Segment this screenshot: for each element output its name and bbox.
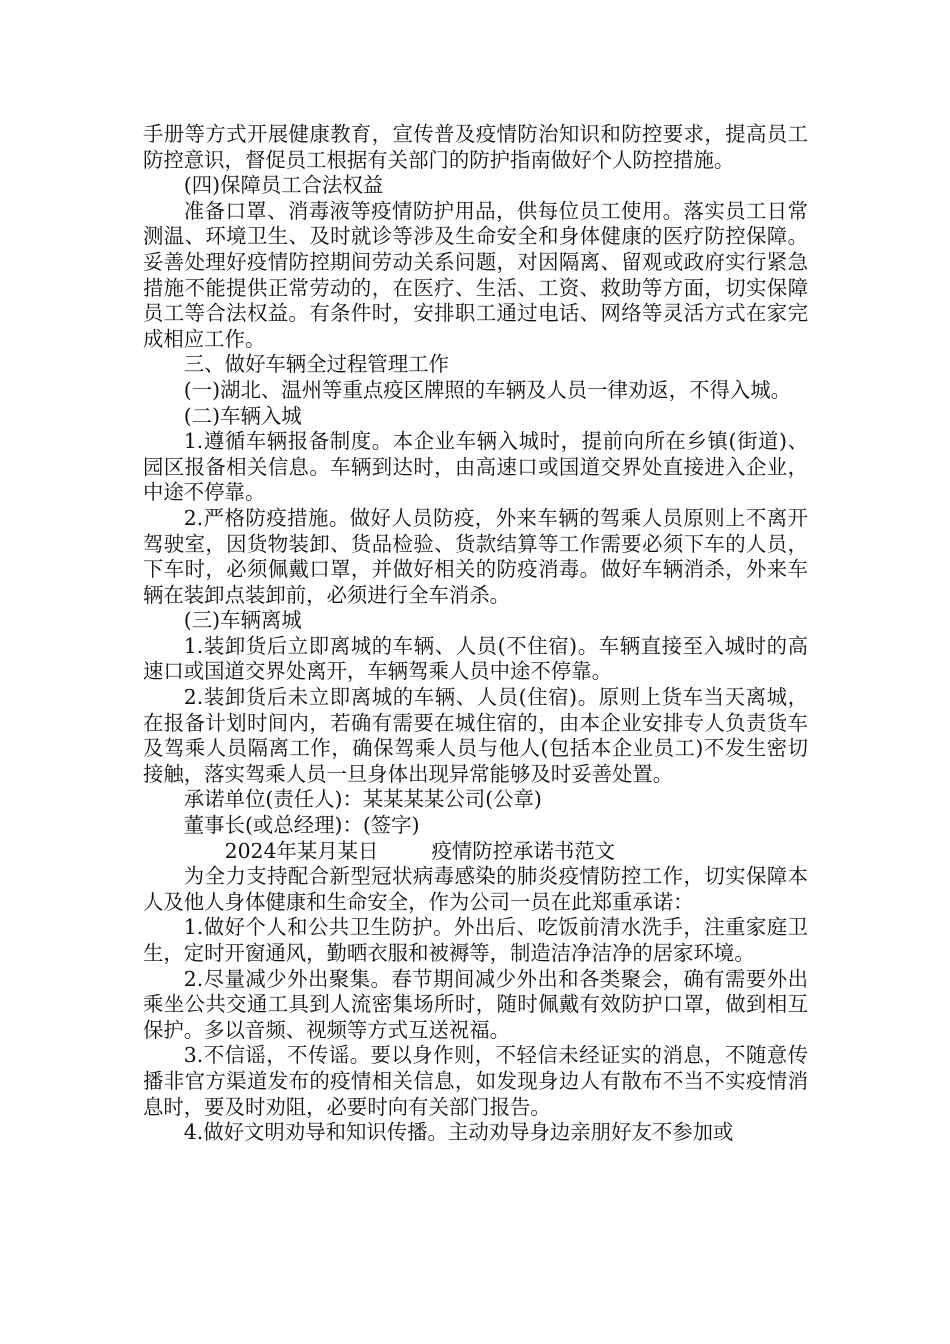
date-and-title-line: [143, 839, 808, 865]
paragraph: 为全力支持配合新型冠状病毒感染的肺炎疫情防控工作，切实保障本人及他人身体健康和生命安全，作为公司一员在此郑重承诺：: [143, 864, 808, 914]
paragraph: 3.不信谣，不传谣。要以身作则，不轻信未经证实的消息，不随意传播非官方渠道发布的疫情相关信息，如发现身边人有散布不当不实疫情消息时，要及时劝阻，必要时向有关部门报告。: [143, 1043, 808, 1119]
sample-title-text: 疫情防控承诺书范文: [431, 838, 615, 863]
document-page: [143, 122, 808, 1146]
paragraph: 2.尽量减少外出聚集。春节期间减少外出和各类聚会，确有需要外出乘坐公共交通工具到人流密集场所时，随时佩戴有效防护口罩，做到相互保护。多以音频、视频等方式互送祝福。: [143, 966, 808, 1042]
paragraph: (四)保障员工合法权益: [183, 173, 384, 198]
document-body-lower: [143, 864, 808, 1146]
paragraph: 1.装卸货后立即离城的车辆、人员(不住宿)。车辆直接至入城时的高速口或国道交界处离开，车辆驾乘人员中途不停靠。: [143, 633, 808, 684]
paragraph: 2.装卸货后未立即离城的车辆、人员(住宿)。原则上货车当天离城，在报备计划时间内，若确有需要在城住宿的，由本企业安排专人负责货车及驾乘人员隔离工作，确保驾乘人员与他人(包括本企业员工)不发生密切接触，落实驾乘人员一旦身体出现异常能够及时妥善处置。: [143, 685, 808, 786]
paragraph: 4.做好文明劝导和知识传播。主动劝导身边亲朋好友不参加或: [183, 1120, 734, 1145]
document-body-upper: [143, 122, 808, 839]
paragraph: 1.做好个人和公共卫生防护。外出后、吃饭前清水洗手，注重家庭卫生，定时开窗通风，勤晒衣服和被褥等，制造洁净洁净的居家环境。: [143, 915, 808, 965]
paragraph: (一)湖北、温州等重点疫区牌照的车辆及人员一律劝返，不得入城。: [183, 377, 792, 402]
paragraph: (三)车辆离城: [183, 608, 302, 633]
paragraph: 1.遵循车辆报备制度。本企业车辆入城时，提前向所在乡镇(街道)、园区报备相关信息。车辆到达时，由高速口或国道交界处直接进入企业，中途不停靠。: [143, 429, 808, 505]
paragraph: (二)车辆入城: [183, 403, 302, 428]
paragraph: 2.严格防疫措施。做好人员防疫，外来车辆的驾乘人员原则上不离开驾驶室，因货物装卸、货品检验、货款结算等工作需要必须下车的人员，下车时，必须佩戴口罩，并做好相关的防疫消毒。做好车辆消杀，外来车辆在装卸点装卸前，必须进行全车消杀。: [143, 505, 808, 607]
paragraph: 三、做好车辆全过程管理工作: [183, 352, 449, 377]
paragraph: 董事长(或总经理)：(签字): [183, 813, 420, 838]
paragraph: 准备口罩、消毒液等疫情防护用品，供每位员工使用。落实员工日常测温、环境卫生、及时就诊等涉及生命安全和身体健康的医疗防控保障。妥善处理好疫情防控期间劳动关系问题，对因隔离、留观或政府实行紧急措施不能提供正常劳动的，在医疗、生活、工资、救助等方面，切实保障员工等合法权益。有条件时，安排职工通过电话、网络等灵活方式在家完成相应工作。: [143, 198, 808, 351]
paragraph: 承诺单位(责任人)：某某某某公司(公章): [183, 787, 542, 812]
date-text: 2024年某月某日: [224, 838, 379, 863]
paragraph: 手册等方式开展健康教育，宣传普及疫情防治知识和防控要求，提高员工防控意识，督促员工根据有关部门的防护指南做好个人防控措施。: [143, 122, 808, 172]
